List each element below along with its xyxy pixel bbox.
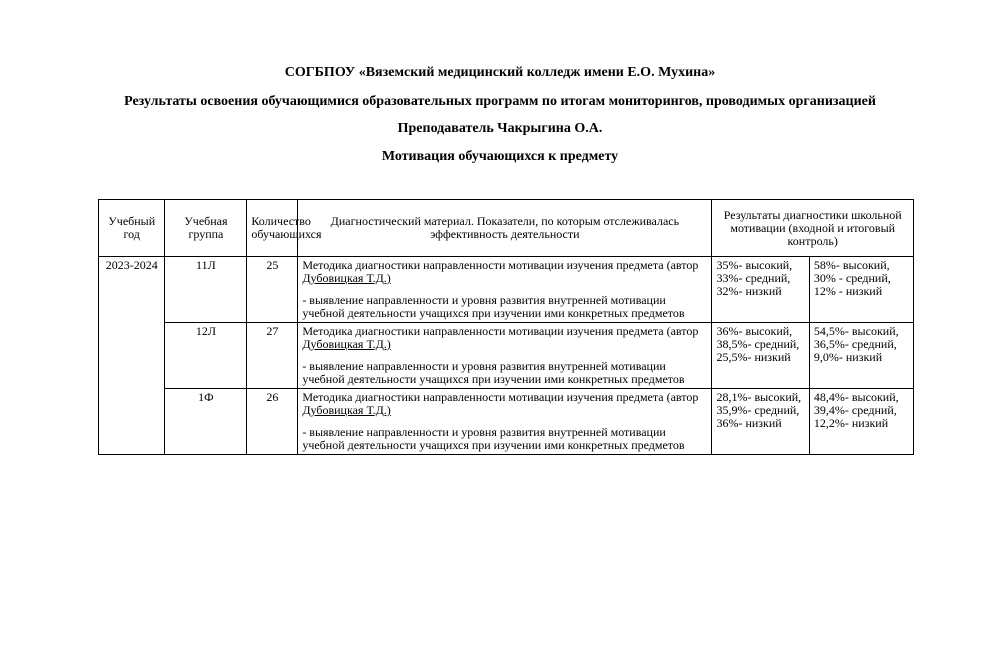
result-high: 35%- высокий, — [716, 258, 793, 272]
result-high: 28,1%- высокий, — [716, 390, 802, 404]
table-row — [99, 257, 914, 323]
result-high: 36%- высокий, — [716, 324, 793, 338]
result-low: 9,0%- низкий — [813, 350, 883, 364]
method-text: Методика диагностики направленности мотивации изучения предмета (автор — [302, 258, 699, 272]
result-low: 12% - низкий — [813, 284, 883, 298]
input-results-cell — [712, 323, 809, 389]
input-results-cell — [712, 257, 809, 323]
indicator-text: - выявление направленности и уровня развития внутренней мотивации учебной деятельности учащихся при изучении ими конкретных предметов — [302, 293, 685, 320]
method-description — [302, 325, 707, 351]
indicator-text: - выявление направленности и уровня развития внутренней мотивации учебной деятельности учащихся при изучении ими конкретных предметов — [302, 425, 685, 452]
final-results-cell — [809, 323, 913, 389]
subject-title: Мотивация обучающихся к предмету — [381, 149, 619, 164]
result-high: 48,4%- высокий, — [813, 390, 899, 404]
result-high: 58%- высокий, — [813, 258, 890, 272]
result-medium: 39,4%- средний, — [813, 403, 897, 417]
header-count: Количество обучающихся — [247, 200, 298, 257]
count-cell: 25 — [247, 257, 298, 323]
report-title: Результаты освоения обучающимися образовательных программ по итогам мониторингов, проводимых организацией — [124, 94, 876, 109]
table-header-row — [99, 200, 914, 257]
result-low: 36%- низкий — [716, 416, 782, 430]
count-cell: 27 — [247, 323, 298, 389]
method-cell — [298, 389, 712, 455]
group-cell: 11Л — [165, 257, 247, 323]
results-table — [98, 199, 914, 455]
result-medium: 33%- средний, — [716, 271, 791, 285]
method-text: Методика диагностики направленности мотивации изучения предмета (автор — [302, 324, 699, 338]
result-medium: 38,5%- средний, — [716, 337, 800, 351]
result-medium: 30% - средний, — [813, 271, 891, 285]
table-row — [99, 323, 914, 389]
count-cell: 26 — [247, 389, 298, 455]
header-group: Учебная группа — [165, 200, 247, 257]
result-low: 12,2%- низкий — [813, 416, 889, 430]
input-results-cell — [712, 389, 809, 455]
method-description — [302, 391, 707, 417]
method-text: Методика диагностики направленности мотивации изучения предмета (автор — [302, 390, 699, 404]
result-medium: 36,5%- средний, — [813, 337, 897, 351]
group-cell: 12Л — [165, 323, 247, 389]
year-cell: 2023-2024 — [99, 257, 165, 455]
teacher-name: Преподаватель Чакрыгина О.А. — [397, 121, 603, 136]
method-author: Дубовицкая Т.Д.) — [302, 271, 391, 285]
indicator-text: - выявление направленности и уровня развития внутренней мотивации учебной деятельности учащихся при изучении ими конкретных предметов — [302, 359, 685, 386]
method-author: Дубовицкая Т.Д.) — [302, 337, 391, 351]
result-medium: 35,9%- средний, — [716, 403, 800, 417]
method-description — [302, 259, 707, 285]
final-results-cell — [809, 389, 913, 455]
header-results: Результаты диагностики школьной мотивации (входной и итоговый контроль) — [712, 200, 914, 257]
table-row — [99, 389, 914, 455]
result-low: 25,5%- низкий — [716, 350, 791, 364]
header-year: Учебный год — [99, 200, 165, 257]
method-cell — [298, 323, 712, 389]
header-method: Диагностический материал. Показатели, по которым отслеживалась эффективность деятельности — [298, 200, 712, 257]
organization-title: СОГБПОУ «Вяземский медицинский колледж имени Е.О. Мухина» — [284, 65, 716, 80]
method-cell — [298, 257, 712, 323]
result-low: 32%- низкий — [716, 284, 782, 298]
method-author: Дубовицкая Т.Д.) — [302, 403, 391, 417]
result-high: 54,5%- высокий, — [813, 324, 899, 338]
group-cell: 1Ф — [165, 389, 247, 455]
final-results-cell — [809, 257, 913, 323]
